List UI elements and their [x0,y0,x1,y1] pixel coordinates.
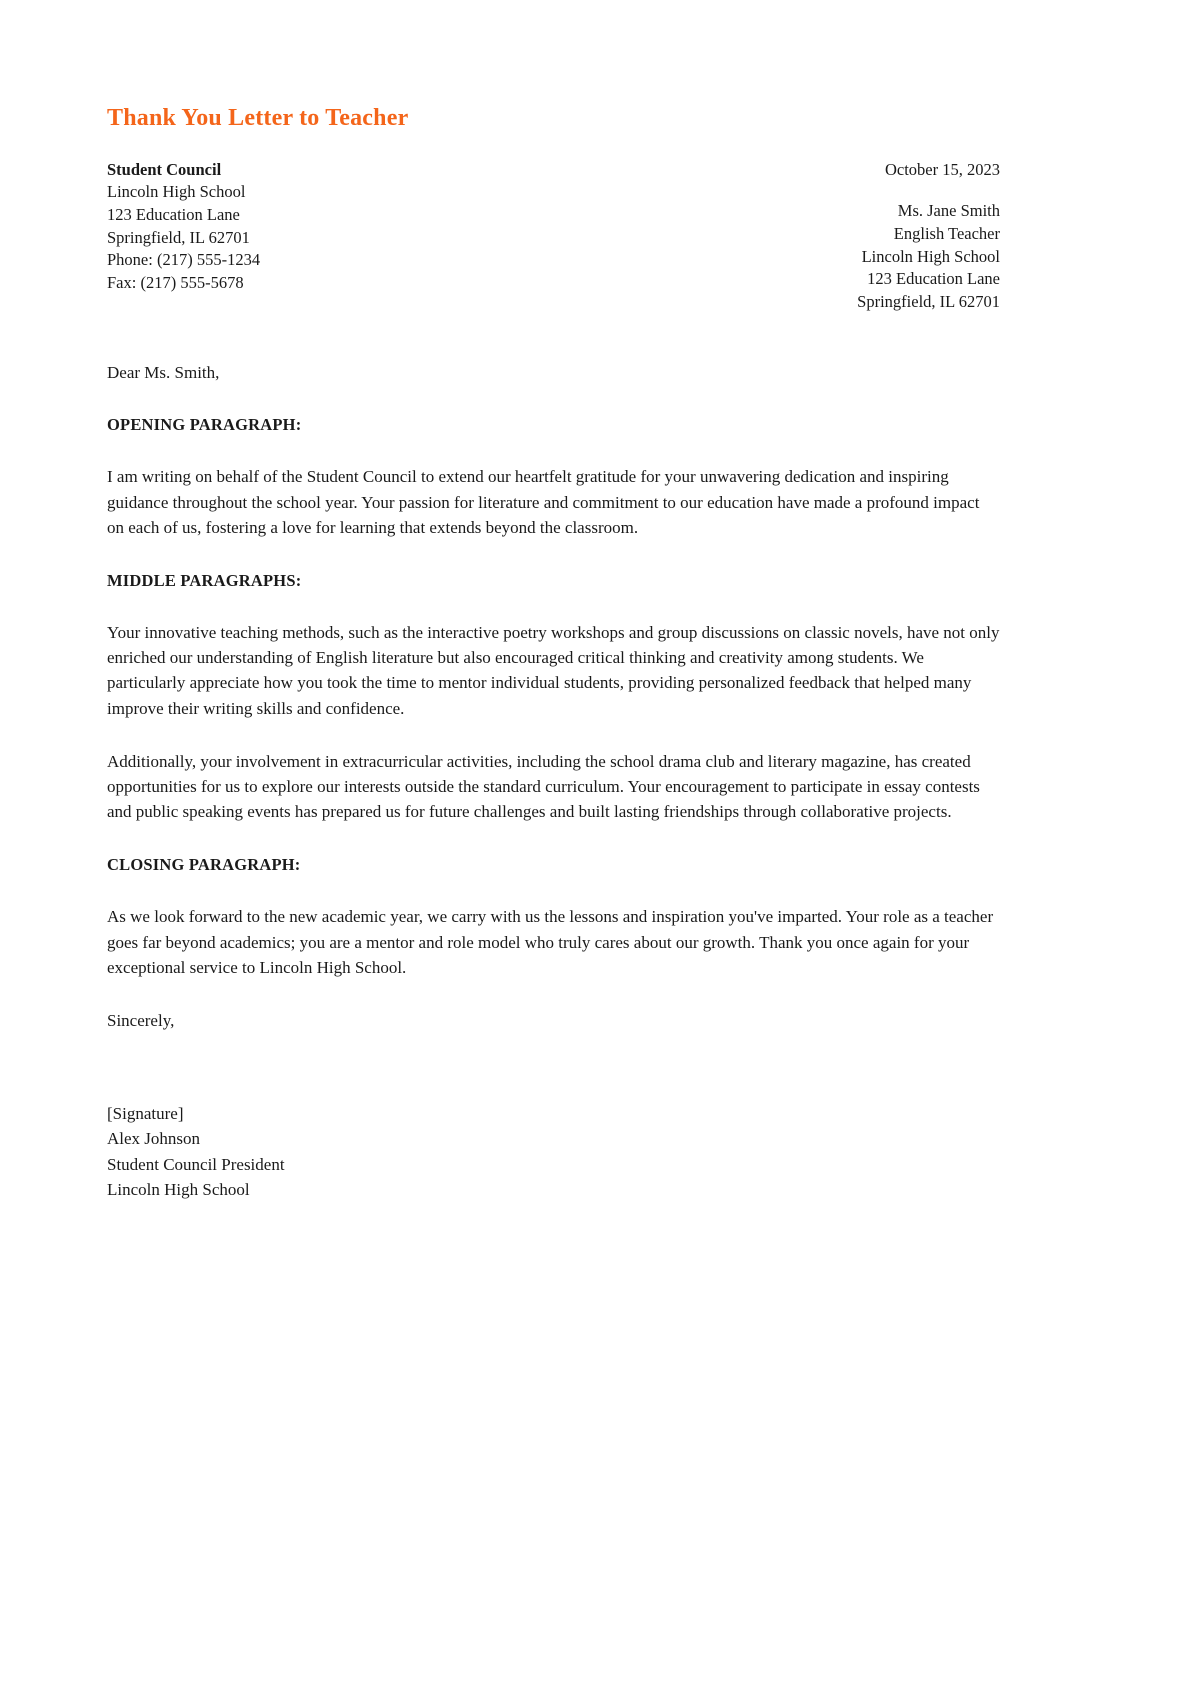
signature-space [107,1033,1000,1101]
middle-paragraph-one-text: Your innovative teaching methods, such as the interactive poetry workshops and group discussions on classic novels, have not only enriched our understanding of English literature but also encouraged critical thinking and creativity among students. We particularly appreciate how you took the time to mentor individual students, providing personalized feedback that helped many improve their writing skills and confidence. [107,622,1000,718]
recipient-line-name: Ms. Jane Smith [897,201,1000,221]
sender-line-fax: Fax: (217) 555-5678 [107,272,244,292]
sender-line-school: Lincoln High School [107,182,246,202]
salutation: Dear Ms. Smith, [107,363,220,383]
sender-address-block [107,159,260,295]
complimentary-close: Sincerely, [107,1011,175,1030]
sender-line-street: 123 Education Lane [107,204,240,224]
recipient-address-block [857,200,1000,313]
middle-paragraphs-heading: MIDDLE PARAGRAPHS: [107,570,302,590]
opening-paragraph-heading: OPENING PARAGRAPH: [107,415,302,435]
closing-paragraph-text: As we look forward to the new academic year, we carry with us the lessons and inspiration you've imparted. Your role as a teacher goes far beyond academics; you are a mentor and role model who truly cares about our growth. Thank you once again for your exceptional service to Lincoln High School. [107,907,994,977]
closing-paragraph-heading: CLOSING PARAGRAPH: [107,855,301,875]
recipient-line-street: 123 Education Lane [867,269,1000,289]
signature-placeholder: [Signature] [107,1104,184,1124]
signer-position: Student Council President [107,1154,285,1174]
signer-name: Alex Johnson [107,1129,201,1149]
recipient-line-school: Lincoln High School [861,246,1000,266]
recipient-line-title: English Teacher [893,223,1000,243]
signer-organization: Lincoln High School [107,1179,250,1199]
letterhead [107,159,1000,314]
letter-body [107,360,1000,1202]
letter-date: October 15, 2023 [884,159,1000,179]
middle-paragraph-two-text: Additionally, your involvement in extracurricular activities, including the school drama club and literary magazine, has created opportunities for us to explore our interests outside the standard curriculum. Your encouragement to participate in essay contests and public speaking events has prepared us for future challenges and built lasting friendships through collaborative projects. [107,751,980,822]
date-and-recipient-block [857,159,1000,314]
page-title: Thank You Letter to Teacher [107,105,409,131]
recipient-line-city: Springfield, IL 62701 [857,291,1000,311]
sender-organization: Student Council [107,159,222,179]
sender-line-phone: Phone: (217) 555-1234 [107,250,261,270]
opening-paragraph-text: I am writing on behalf of the Student Council to extend our heartfelt gratitude for your unwavering dedication and inspiring guidance throughout the school year. Your passion for literature and commitment to our education have made a profound impact on each of us, fostering a love for learning that extends beyond the classroom. [107,467,980,537]
signature-block [107,1101,1000,1202]
sender-line-city: Springfield, IL 62701 [107,227,250,247]
